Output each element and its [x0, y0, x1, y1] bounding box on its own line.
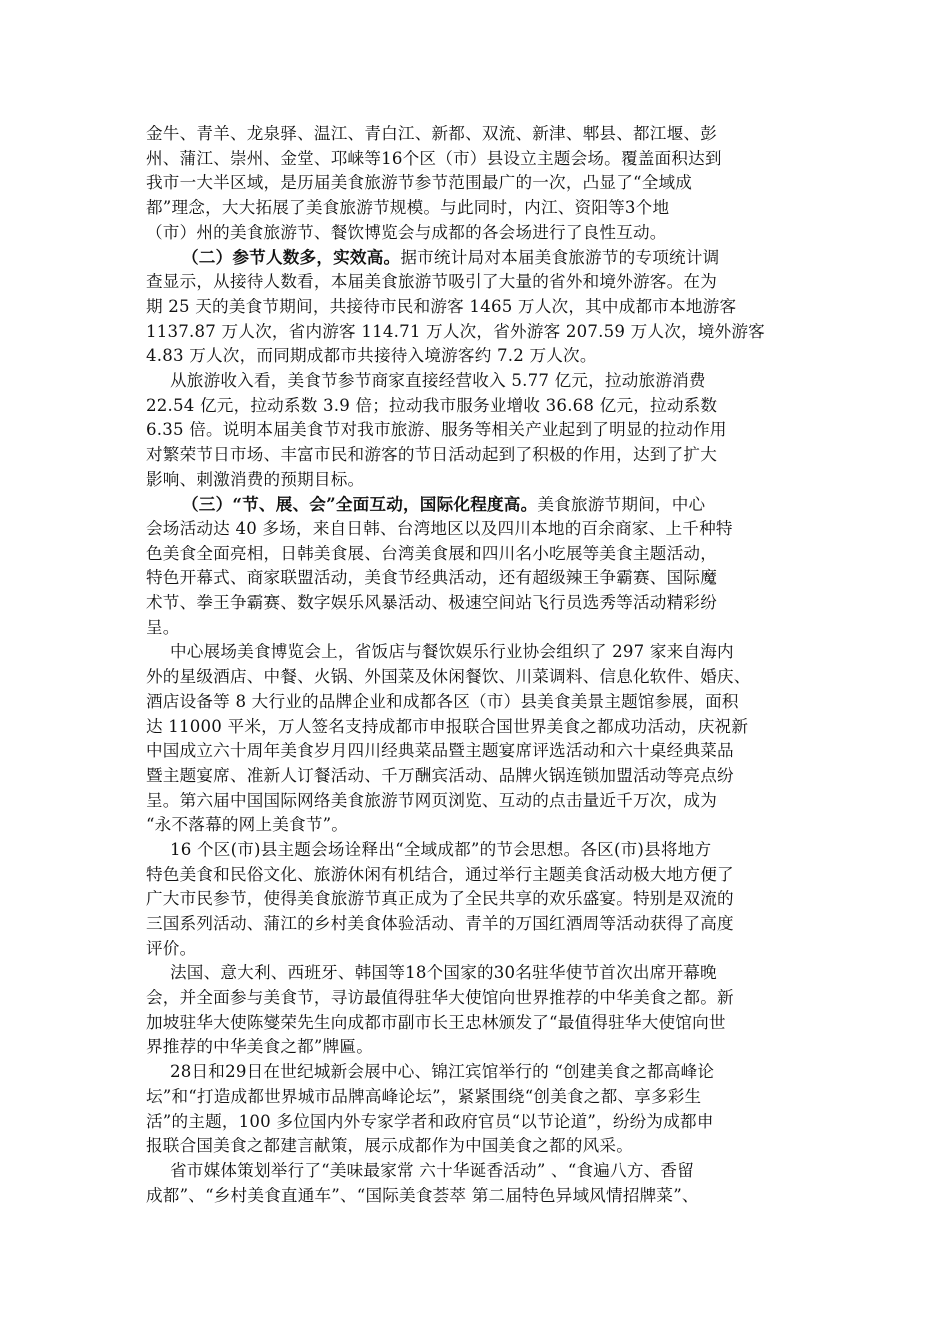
- line-text: 暨主题宴席、准新人订餐活动、千万酬宾活动、品牌火锅连锁加盟活动等亮点纷: [146, 765, 734, 785]
- section-heading: （三）“节、展、会”全面互动，国际化程度高。: [182, 494, 538, 515]
- line-text: 广大市民参节，使得美食旅游节真正成为了全民共享的欢乐盛宴。特别是双流的: [146, 889, 734, 909]
- text-line: [146, 418, 806, 443]
- text-line: [146, 1011, 806, 1036]
- line-text: 金牛、青羊、龙泉驿、温江、青白江、新都、双流、新津、郫县、都江堰、彭: [146, 124, 717, 143]
- line-text: 会，并全面参与美食节，寻访最值得驻华大使馆向世界推荐的中华美食之都。新: [146, 988, 734, 1008]
- section-heading: （二）参节人数多，实效高。: [182, 247, 401, 268]
- text-line: [146, 715, 806, 740]
- text-line: [146, 542, 806, 567]
- text-line: [146, 690, 806, 715]
- text-line: [146, 887, 806, 912]
- text-line: [146, 1085, 806, 1110]
- text-line: [146, 591, 806, 616]
- text-line: [146, 937, 806, 962]
- text-line: [146, 245, 806, 270]
- line-text: 中心展场美食博览会上，省饭店与餐饮娱乐行业协会组织了 297 家来自海内: [170, 642, 734, 662]
- text-line: [146, 270, 806, 295]
- body-text: [146, 122, 806, 1208]
- text-line: [146, 1184, 806, 1209]
- line-text: “永不落幕的网上美食节”。: [146, 815, 349, 835]
- line-text: 报联合国美食之都建言献策，展示成都作为中国美食之都的风采。: [146, 1136, 634, 1156]
- text-line: [146, 813, 806, 838]
- text-line: [146, 344, 806, 369]
- text-line: [146, 789, 806, 814]
- text-line: [146, 912, 806, 937]
- text-line: [146, 443, 806, 468]
- line-text: 16 个区(市)县主题会场诠释出“全域成都”的节会思想。各区(市)县将地方: [170, 839, 712, 859]
- line-text: 州、蒲江、崇州、金堂、邛崃等16个区（市）县设立主题会场。覆盖面积达到: [146, 148, 722, 168]
- text-line: [146, 566, 806, 591]
- text-line: [146, 196, 806, 221]
- text-line: [146, 468, 806, 493]
- text-line: [146, 492, 806, 517]
- line-text: 对繁荣节日市场、丰富市民和游客的节日活动起到了积极的作用，达到了扩大: [146, 444, 717, 464]
- line-text: 6.35 倍。说明本届美食节对我市旅游、服务等相关产业起到了明显的拉动作用: [146, 420, 727, 440]
- line-text: 酒店设备等 8 大行业的品牌企业和成都各区（市）县美食美景主题馆参展，面积: [146, 691, 739, 711]
- line-text: 会场活动达 40 多场，来自日韩、台湾地区以及四川本地的百余商家、上千种特: [146, 519, 733, 538]
- text-line: [146, 1134, 806, 1159]
- text-line: [146, 838, 806, 863]
- line-text: 期 25 天的美食节期间，共接待市民和游客 1465 万人次，其中成都市本地游客: [146, 296, 737, 316]
- line-text: （市）州的美食旅游节、餐饮博览会与成都的各会场进行了良性互动。: [146, 222, 667, 242]
- text-line: [146, 665, 806, 690]
- line-text: 从旅游收入看，美食节参节商家直接经营收入 5.77 亿元，拉动旅游消费: [170, 370, 706, 390]
- text-line: [146, 1035, 806, 1060]
- text-line: [146, 147, 806, 172]
- line-text: 加坡驻华大使陈燮荣先生向成都市副市长王忠林颁发了“最值得驻华大使馆向世: [146, 1012, 726, 1032]
- line-text: 美食旅游节期间，中心: [537, 495, 706, 515]
- line-text: 呈。: [146, 617, 180, 637]
- line-text: 法国、意大利、西班牙、韩国等18个国家的30名驻华使节首次出席开幕晚: [170, 963, 717, 983]
- line-text: 呈。第六届中国国际网络美食旅游节网页浏览、互动的点击量近千万次，成为: [146, 790, 717, 810]
- text-line: [146, 764, 806, 789]
- text-line: [146, 295, 806, 320]
- line-text: 达 11000 平米，万人签名支持成都市申报联合国世界美食之都成功活动，庆祝新: [146, 716, 749, 736]
- line-text: 坛”和“打造成都世界城市品牌高峰论坛”，紧紧围绕“创美食之都、享多彩生: [146, 1086, 702, 1106]
- line-text: 影响、刺激消费的预期目标。: [146, 469, 365, 489]
- line-text: 界推荐的中华美食之都”牌匾。: [146, 1037, 374, 1057]
- line-text: 活”的主题，100 多位国内外专家学者和政府官员“以节论道”，纷纷为成都申: [146, 1111, 714, 1131]
- text-line: [146, 986, 806, 1011]
- text-line: [146, 1060, 806, 1085]
- line-text: 4.83 万人次，而同期成都市共接待入境游客约 7.2 万人次。: [146, 346, 597, 366]
- line-text: 成都”、“乡村美食直通车”、“国际美食荟萃 第二届特色异域风情招牌菜”、: [146, 1185, 699, 1205]
- text-line: [146, 961, 806, 986]
- line-text: 1137.87 万人次，省内游客 114.71 万人次，省外游客 207.59 万人次，境外游客: [146, 321, 765, 341]
- line-text: 中国成立六十周年美食岁月四川经典菜品暨主题宴席评选活动和六十桌经典菜品: [146, 741, 734, 761]
- line-text: 查显示，从接待人数看，本届美食旅游节吸引了大量的省外和境外游客。在为: [146, 272, 717, 292]
- line-text: 外的星级酒店、中餐、火锅、外国菜及休闲餐饮、川菜调料、信息化软件、婚庆、: [146, 667, 751, 687]
- line-text: 据市统计局对本届美食旅游节的专项统计调: [400, 248, 720, 268]
- text-line: [146, 369, 806, 394]
- text-line: [146, 221, 806, 246]
- text-line: [146, 863, 806, 888]
- text-line: [146, 1159, 806, 1184]
- text-line: [146, 320, 806, 345]
- text-line: [146, 739, 806, 764]
- line-text: 特色美食和民俗文化、旅游休闲有机结合，通过举行主题美食活动极大地方便了: [146, 864, 734, 884]
- text-line: [146, 517, 806, 542]
- text-line: [146, 616, 806, 641]
- line-text: 省市媒体策划举行了“美味最家常 六十华诞香活动” 、“食遍八方、香留: [170, 1160, 695, 1180]
- line-text: 都”理念，大大拓展了美食旅游节规模。与此同时，内江、资阳等3个地: [146, 198, 670, 218]
- line-text: 色美食全面亮相，日韩美食展、台湾美食展和四川名小吃展等美食主题活动，: [146, 543, 717, 563]
- text-line: [146, 1110, 806, 1135]
- line-text: 我市一大半区域，是历届美食旅游节参节范围最广的一次，凸显了“全域成: [146, 173, 693, 193]
- text-line: [146, 640, 806, 665]
- text-line: [146, 122, 806, 147]
- line-text: 特色开幕式、商家联盟活动，美食节经典活动，还有超级辣王争霸赛、国际魔: [146, 568, 717, 588]
- line-text: 评价。: [146, 938, 197, 958]
- line-text: 22.54 亿元，拉动系数 3.9 倍；拉动我市服务业增收 36.68 亿元，拉动系数: [146, 395, 718, 415]
- line-text: 28日和29日在世纪城新会展中心、锦江宾馆举行的 “创建美食之都高峰论: [170, 1062, 715, 1082]
- text-line: [146, 394, 806, 419]
- text-line: [146, 171, 806, 196]
- line-text: 术节、拳王争霸赛、数字娱乐风暴活动、极速空间站飞行员选秀等活动精彩纷: [146, 593, 717, 613]
- line-text: 三国系列活动、蒲江的乡村美食体验活动、青羊的万国红酒周等活动获得了高度: [146, 914, 734, 933]
